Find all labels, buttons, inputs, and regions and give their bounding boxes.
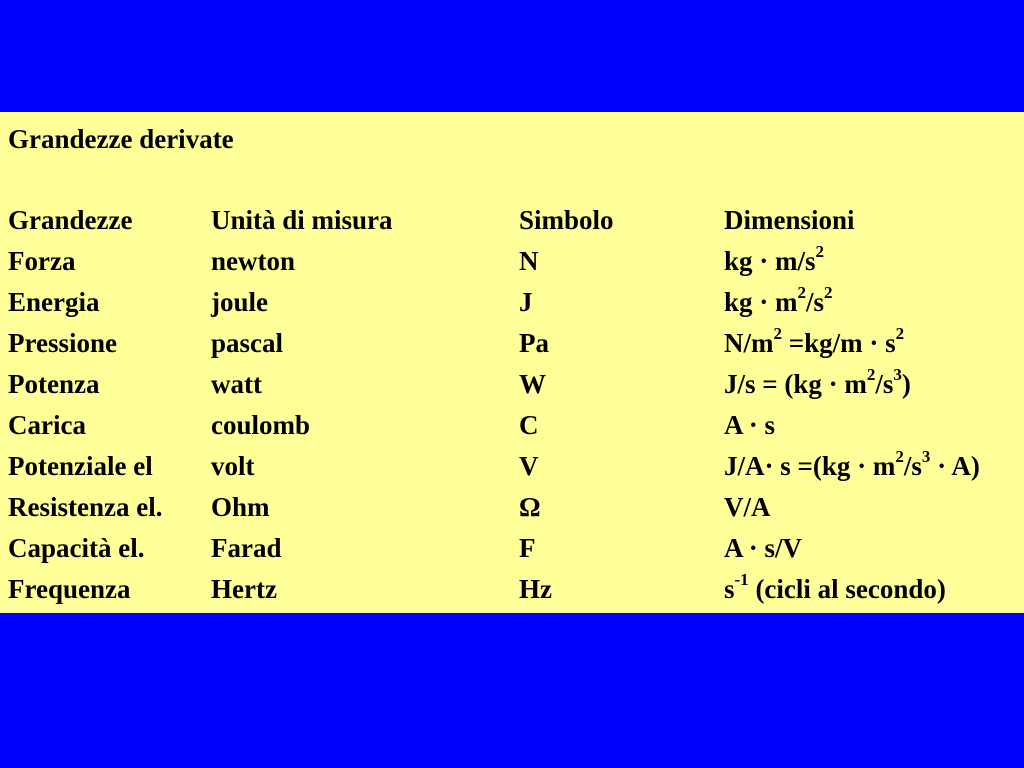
cell-symbol: N [519, 246, 539, 276]
table-row [0, 487, 1024, 528]
cell-unit: Farad [211, 533, 282, 563]
header-symbol: Simbolo [519, 205, 614, 235]
cell-unit: newton [211, 246, 296, 276]
slide-title: Grandezze derivate [8, 124, 234, 154]
header-unit: Unità di misura [211, 205, 393, 235]
table-row [0, 241, 1024, 282]
cell-quantity: Resistenza el. [8, 492, 163, 522]
cell-dimensions: V/A [724, 492, 771, 522]
cell-unit: Hertz [211, 574, 277, 604]
table-header [0, 200, 1024, 241]
cell-quantity: Forza [8, 246, 76, 276]
cell-unit: pascal [211, 328, 284, 358]
cell-symbol: Pa [519, 328, 549, 358]
cell-quantity: Capacità el. [8, 533, 145, 563]
table-row [0, 528, 1024, 569]
cell-dimensions: kg · $m^2/s^2$ [724, 283, 833, 317]
cell-quantity: Carica [8, 410, 86, 440]
cell-dimensions: A · s/V [724, 533, 803, 563]
table-row [0, 446, 1024, 487]
table-row [0, 405, 1024, 446]
cell-unit: watt [211, 369, 262, 399]
cell-unit: volt [211, 451, 255, 481]
cell-quantity: Potenza [8, 369, 100, 399]
cell-symbol: V [519, 451, 539, 481]
cell-quantity: Energia [8, 287, 100, 317]
table-row [0, 364, 1024, 405]
cell-unit: Ohm [211, 492, 270, 522]
cell-symbol: C [519, 410, 539, 440]
cell-symbol: Hz [519, 574, 552, 604]
cell-quantity: Pressione [8, 328, 117, 358]
cell-quantity: Potenziale el [8, 451, 153, 481]
cell-dimensions: $J/s = (kg \cdot m^2/s^3)$ [724, 365, 911, 399]
cell-symbol: W [519, 369, 546, 399]
cell-symbol: Ω [519, 492, 541, 522]
table-row [0, 569, 1024, 610]
cell-symbol: J [519, 287, 533, 317]
cell-dimensions: $s^{-1}$ (cicli al secondo) [724, 570, 946, 604]
header-dimensions: Dimensioni [724, 205, 855, 235]
cell-dimensions: A · s [724, 410, 776, 440]
table-row [0, 323, 1024, 364]
cell-dimensions: kg · $m/s^2$ [724, 242, 825, 276]
cell-symbol: F [519, 533, 536, 563]
cell-dimensions: $J/A\cdot s =(kg \cdot m^2/s^3 \cdot A)$ [724, 447, 980, 481]
cell-quantity: Frequenza [8, 574, 131, 604]
cell-dimensions: $N/m^2 =kg/m \cdot s^2$ [724, 324, 905, 358]
cell-unit: coulomb [211, 410, 311, 440]
table-panel [0, 112, 1024, 613]
header-quantity: Grandezze [8, 205, 133, 235]
cell-unit: joule [211, 287, 268, 317]
table-row [0, 282, 1024, 323]
